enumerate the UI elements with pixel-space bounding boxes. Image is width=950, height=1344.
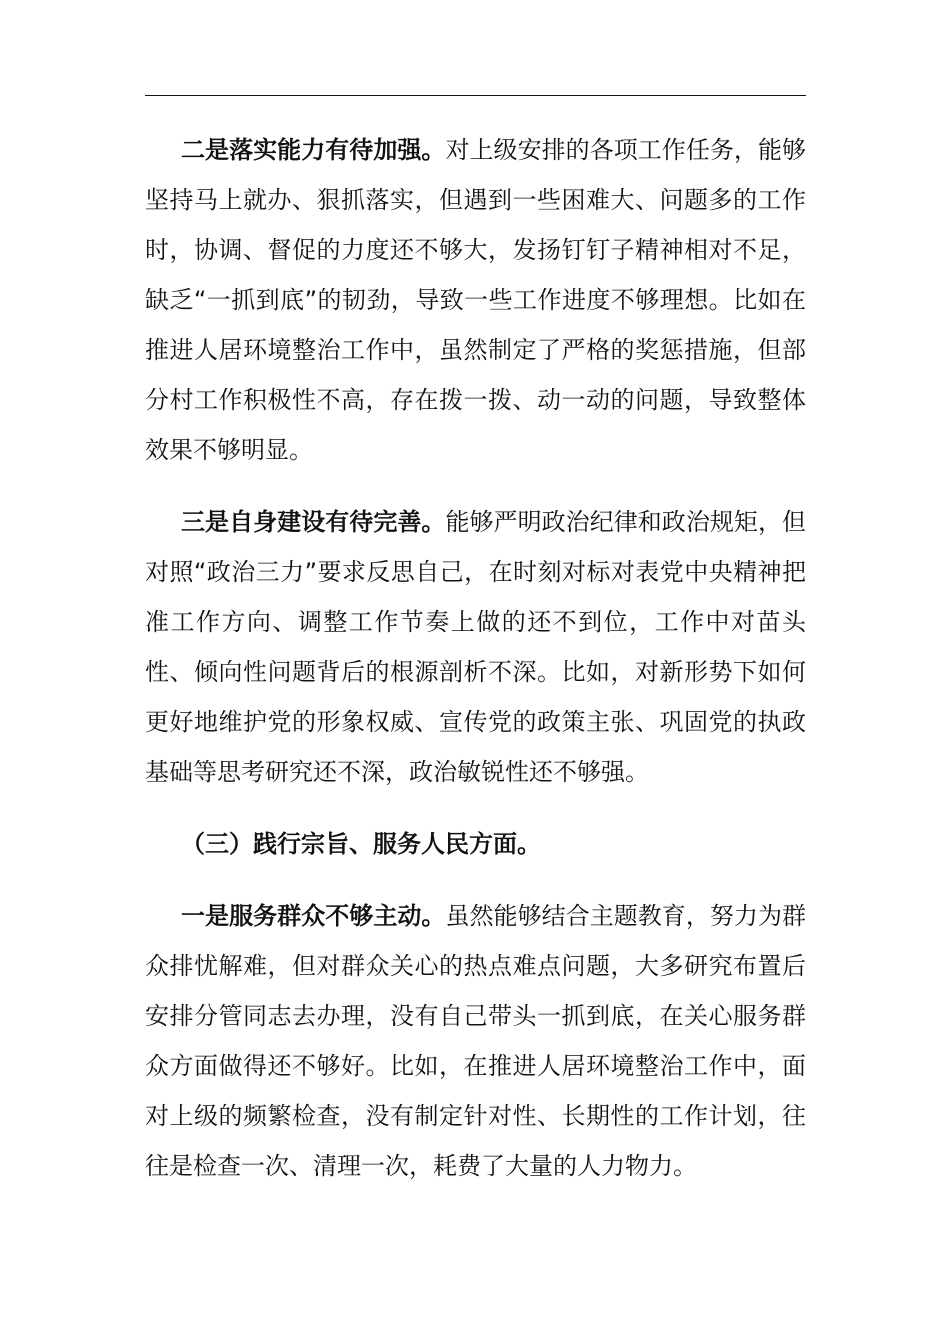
paragraph-text: 能够严明政治纪律和政治规矩，但对照“政治三力”要求反思自己，在时刻对标对表党中央精神把准工作方向、调整工作节奏上做的还不到位，工作中对苗头性、倾向性问题背后的根源剖析不深。比如，对新形势下如何更好地维护党的形象权威、宣传党的政策主张、巩固党的执政基础等思考研究还不深，政治敏锐性还不够强。 (145, 508, 807, 786)
paragraph-lead: 一是服务群众不够主动。 (181, 902, 446, 930)
paragraph-text: 对上级安排的各项工作任务，能够坚持马上就办、狠抓落实，但遇到一些困难大、问题多的工作时，协调、督促的力度还不够大，发扬钉钉子精神相对不足，缺乏“一抓到底”的韧劲，导致一些工作进度不够理想。比如在推进人居环境整治工作中，虽然制定了严格的奖惩措施，但部分村工作积极性不高，存在拨一拨、动一动的问题，导致整体效果不够明显。 (145, 136, 807, 464)
paragraph-serving-masses (145, 891, 806, 1191)
paragraph-implementation-ability (145, 125, 806, 475)
paragraph-self-building (145, 497, 806, 797)
paragraph-lead: 二是落实能力有待加强。 (181, 136, 446, 164)
paragraph-text: 虽然能够结合主题教育，努力为群众排忧解难，但对群众关心的热点难点问题，大多研究布置后安排分管同志去办理，没有自己带头一抓到底，在关心服务群众方面做得还不够好。比如，在推进人居环境整治工作中，面对上级的频繁检查，没有制定针对性、长期性的工作计划，往往是检查一次、清理一次，耗费了大量的人力物力。 (145, 902, 807, 1180)
document-body (145, 125, 806, 1191)
section-heading: （三）践行宗旨、服务人民方面。 (181, 830, 541, 858)
header-divider (145, 95, 806, 96)
paragraph-lead: 三是自身建设有待完善。 (181, 508, 446, 536)
